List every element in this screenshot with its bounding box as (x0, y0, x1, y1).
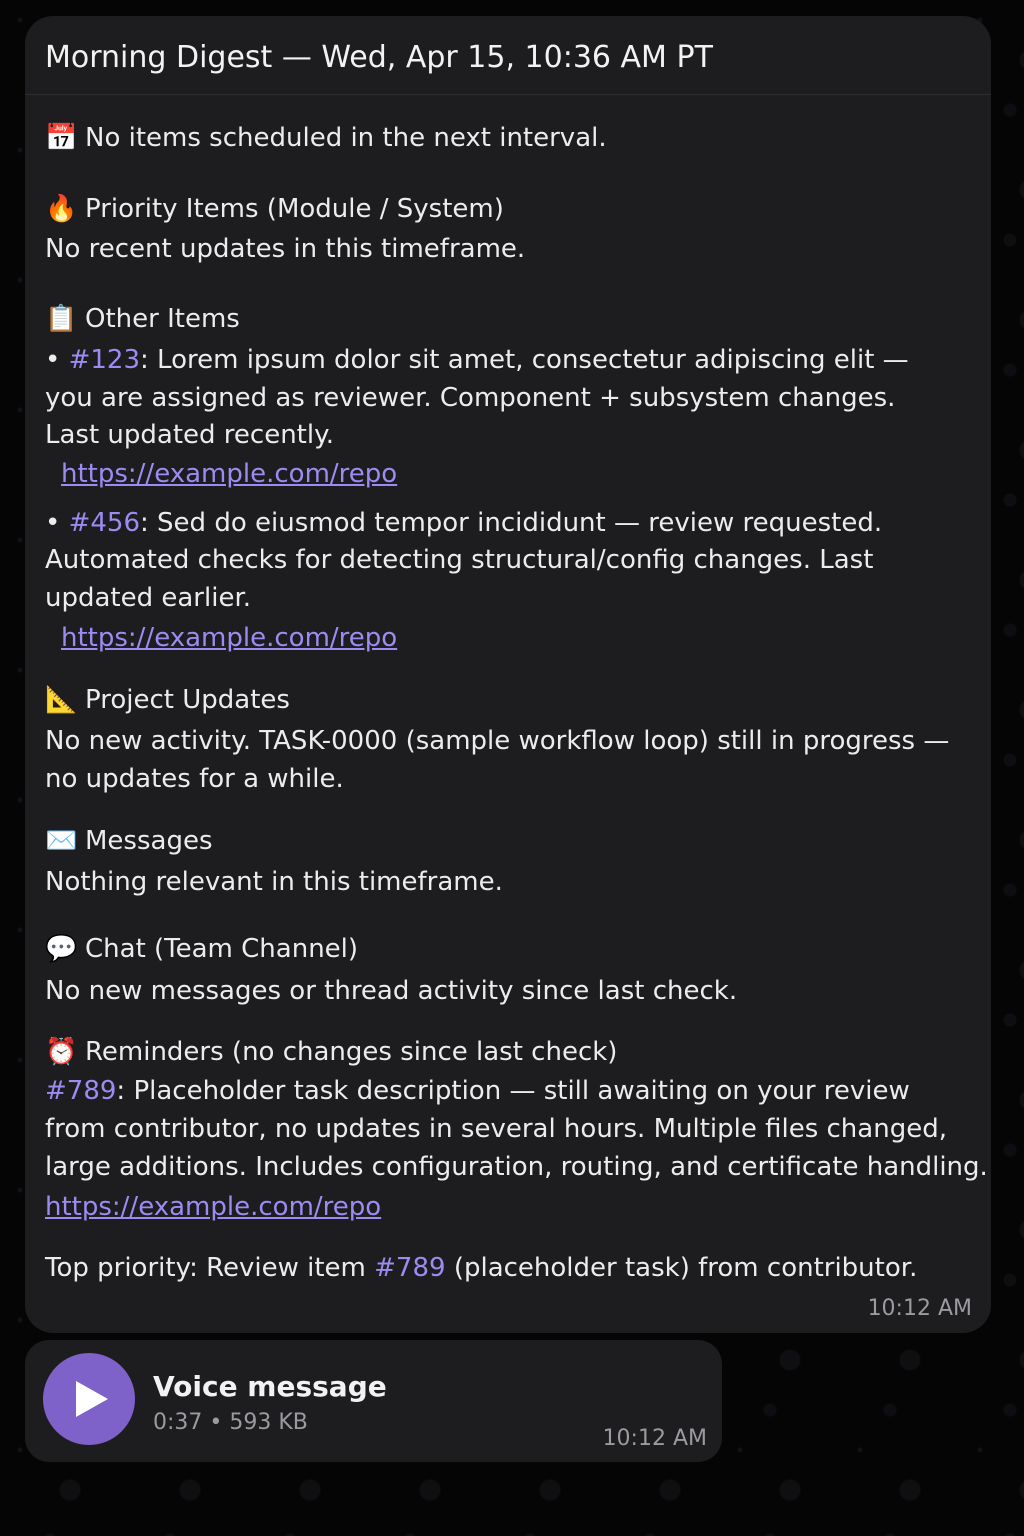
other-item-1-line-2: you are assigned as reviewer. Component + subsystem changes. (45, 383, 896, 413)
item-tag-456[interactable]: #456 (68, 508, 141, 538)
other-item-2-line-1 (45, 508, 882, 538)
item-tag-789[interactable]: #789 (45, 1076, 117, 1106)
fire-icon: 🔥 (45, 194, 78, 224)
digest-title: Morning Digest — Wed, Apr 15, 10:36 AM PT (25, 16, 991, 95)
project-line-1: No new activity. TASK-0000 (sample workflow loop) still in progress — (45, 726, 950, 756)
reminders-heading (45, 1037, 617, 1067)
other-item-1-line-3: Last updated recently. (45, 420, 335, 450)
chat-heading (45, 934, 358, 964)
project-line-2: no updates for a while. (45, 764, 344, 794)
messages-text: Nothing relevant in this timeframe. (45, 867, 503, 897)
clipboard-icon: 📋 (45, 304, 78, 334)
reminders-heading-text: Reminders (no changes since last check) (85, 1037, 618, 1067)
top-priority-suffix: (placeholder task) from contributor. (445, 1253, 918, 1283)
messages-heading-text: Messages (85, 826, 213, 856)
priority-heading-text: Priority Items (Module / System) (85, 194, 504, 224)
other-item-2-text: : Sed do eiusmod tempor incididunt — review requested. (140, 508, 883, 538)
play-icon (72, 1379, 112, 1419)
reminder-line-1 (45, 1076, 910, 1106)
other-item-1-line-1 (45, 345, 909, 375)
top-priority-prefix: Top priority: Review item (45, 1253, 375, 1283)
alarm-clock-icon: ⏰ (45, 1037, 78, 1067)
other-heading (45, 304, 240, 334)
calendar-text: No items scheduled in the next interval. (85, 123, 607, 153)
other-item-2-line-3: updated earlier. (45, 583, 252, 613)
voice-meta: 0:37 • 593 KB (153, 1410, 308, 1435)
project-heading-text: Project Updates (85, 685, 290, 715)
chat-text: No new messages or thread activity since last check. (45, 976, 738, 1006)
project-heading (45, 685, 290, 715)
voice-title: Voice message (153, 1370, 387, 1403)
calendar-icon: 📅 (45, 123, 78, 153)
triangle-ruler-icon: 📐 (45, 685, 78, 715)
envelope-icon: ✉️ (45, 826, 78, 856)
other-heading-text: Other Items (85, 304, 240, 334)
priority-heading (45, 194, 504, 224)
item-tag-123[interactable]: #123 (68, 345, 141, 375)
message-timestamp: 10:12 AM (867, 1296, 972, 1321)
bullet: • (45, 508, 61, 538)
reminder-line-3: large additions. Includes configuration, routing, and certificate handling. (45, 1152, 988, 1182)
voice-message-bubble[interactable] (25, 1340, 722, 1462)
other-item-2-link[interactable]: https://example.com/repo (61, 623, 398, 653)
other-item-1-text: : Lorem ipsum dolor sit amet, consectetur adipiscing elit — (140, 345, 909, 375)
bullet: • (45, 345, 61, 375)
messages-heading (45, 826, 213, 856)
calendar-line (45, 123, 607, 153)
reminder-link[interactable]: https://example.com/repo (45, 1192, 382, 1222)
top-priority-tag[interactable]: #789 (374, 1253, 446, 1283)
speech-bubble-icon: 💬 (45, 934, 78, 964)
other-item-2-line-2: Automated checks for detecting structural/config changes. Last (45, 545, 874, 575)
priority-text: No recent updates in this timeframe. (45, 234, 526, 264)
voice-timestamp: 10:12 AM (602, 1426, 707, 1451)
reminder-line-2: from contributor, no updates in several hours. Multiple files changed, (45, 1114, 947, 1144)
top-priority-line (45, 1253, 917, 1283)
chat-heading-text: Chat (Team Channel) (85, 934, 359, 964)
play-button[interactable] (43, 1353, 135, 1445)
digest-message-bubble[interactable] (25, 16, 991, 1333)
reminder-text: : Placeholder task description — still awaiting on your review (116, 1076, 910, 1106)
other-item-1-link[interactable]: https://example.com/repo (61, 459, 398, 489)
